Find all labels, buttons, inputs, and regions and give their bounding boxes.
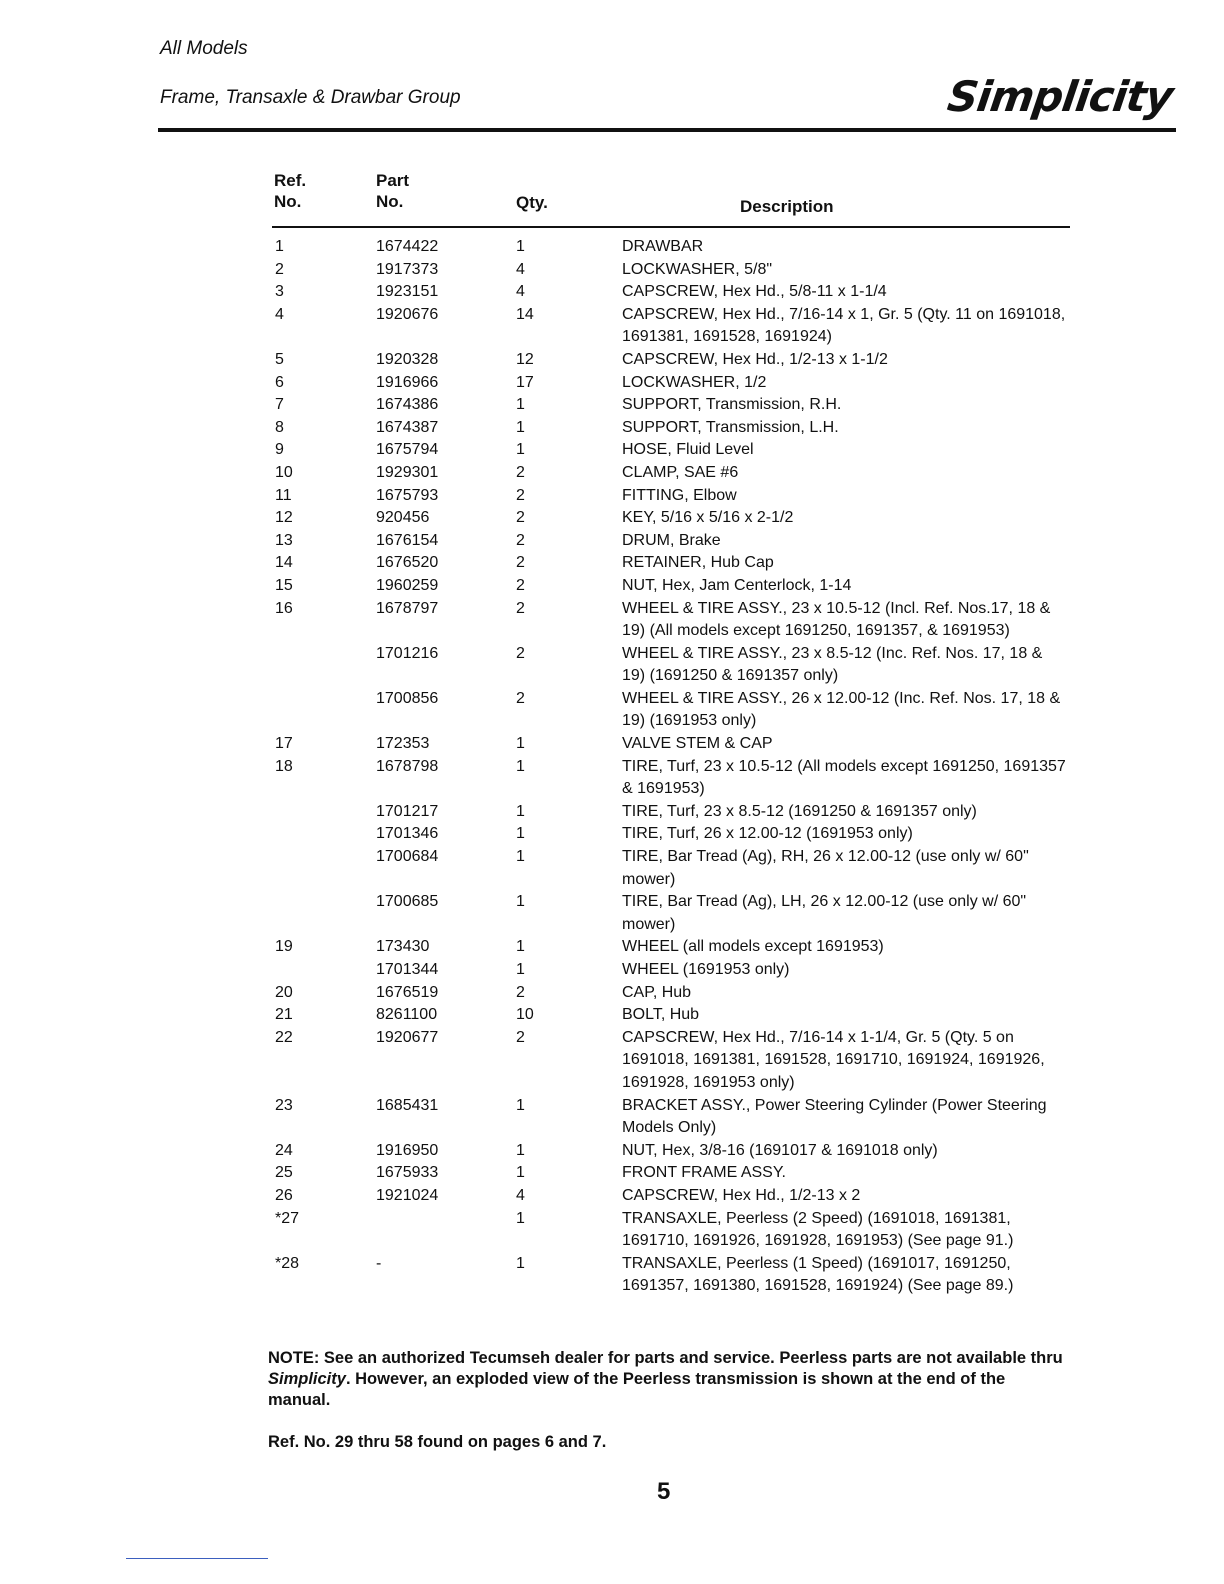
cell-part-no: 1701346 <box>376 825 439 843</box>
cell-part-no: 1675933 <box>376 1164 439 1182</box>
cell-description: NUT, Hex, 3/8-16 (1691017 & 1691018 only) <box>622 1141 938 1159</box>
cell-description: CAPSCREW, Hex Hd., 7/16-14 x 1, Gr. 5 (Qty. 11 on 1691018, 1691381, 1691528, 1691924) <box>622 305 1066 346</box>
header-models: All Models <box>160 38 248 59</box>
cell-description: BOLT, Hub <box>622 1006 700 1024</box>
cell-part-no: 1674387 <box>376 418 439 436</box>
table-row <box>0 959 1224 982</box>
cell-ref: *27 <box>275 1209 300 1227</box>
cell-part-no: 1701344 <box>376 961 439 978</box>
cell-part-no: 1676154 <box>376 531 439 549</box>
table-row <box>0 823 1224 846</box>
cell-ref: 25 <box>275 1164 293 1182</box>
cell-qty: 2 <box>516 554 525 572</box>
cell-description: WHEEL (1691953 only) <box>622 961 790 978</box>
cell-qty: 1 <box>516 802 525 820</box>
cell-description: FITTING, Elbow <box>622 486 737 504</box>
cell-part-no: 1916966 <box>376 373 439 391</box>
cell-qty: 2 <box>516 983 525 1001</box>
cell-part-no: 1676520 <box>376 554 439 572</box>
cell-part-no: 1920677 <box>376 1028 439 1046</box>
cell-description: TIRE, Turf, 23 x 10.5-12 (All models except 1691250, 1691357 & 1691953) <box>622 757 1066 798</box>
cell-description: CLAMP, SAE #6 <box>622 463 739 481</box>
cell-description: SUPPORT, Transmission, R.H. <box>622 396 842 414</box>
col-part-header <box>376 170 409 212</box>
cell-ref: 13 <box>275 531 293 549</box>
cell-description: WHEEL & TIRE ASSY., 23 x 8.5-12 (Inc. Ref. Nos. 17, 18 & 19) (1691250 & 1691357 only) <box>622 644 1043 685</box>
cell-description: RETAINER, Hub Cap <box>622 554 774 572</box>
cell-description: LOCKWASHER, 5/8" <box>622 260 773 278</box>
cell-description: KEY, 5/16 x 5/16 x 2-1/2 <box>622 509 794 527</box>
table-row <box>0 846 1224 891</box>
cell-part-no: 1675794 <box>376 441 439 459</box>
cell-ref: 8 <box>275 418 284 436</box>
cell-part-no: 1923151 <box>376 283 439 301</box>
cell-ref: 18 <box>275 757 293 775</box>
cell-qty: 2 <box>516 486 525 504</box>
cell-description: HOSE, Fluid Level <box>622 441 754 459</box>
cell-qty: 17 <box>516 373 534 391</box>
cell-qty: 4 <box>516 283 525 301</box>
cell-qty: 10 <box>516 1006 534 1024</box>
cell-qty: 1 <box>516 848 525 866</box>
col-ref-line2: No. <box>274 192 302 211</box>
cell-description: CAPSCREW, Hex Hd., 7/16-14 x 1-1/4, Gr. 5 (Qty. 5 on 1691018, 1691381, 1691528, 1691710, 1691924, 1691926, 1691928, 1691953 only) <box>622 1028 1045 1091</box>
cell-qty: 1 <box>516 1141 525 1159</box>
cell-description: WHEEL & TIRE ASSY., 26 x 12.00-12 (Inc. Ref. Nos. 17, 18 & 19) (1691953 only) <box>622 689 1061 730</box>
cell-qty: 1 <box>516 1096 525 1114</box>
cell-part-no: 920456 <box>376 509 430 527</box>
cell-qty: 1 <box>516 893 525 911</box>
cell-qty: 12 <box>516 350 534 368</box>
cell-ref: 12 <box>275 509 293 527</box>
cell-description: SUPPORT, Transmission, L.H. <box>622 418 839 436</box>
note-brand: Simplicity <box>268 1370 346 1388</box>
cell-qty: 14 <box>516 305 534 323</box>
table-row <box>0 688 1224 733</box>
cell-qty: 1 <box>516 441 525 459</box>
cell-ref: 9 <box>275 441 284 459</box>
cell-part-no: 1678798 <box>376 757 439 775</box>
table-row <box>0 891 1224 936</box>
cell-description: CAPSCREW, Hex Hd., 1/2-13 x 2 <box>622 1186 861 1204</box>
cell-description: BRACKET ASSY., Power Steering Cylinder (Power Steering Models Only) <box>622 1096 1047 1137</box>
col-ref-line1: Ref. <box>274 171 307 190</box>
cell-ref: 3 <box>275 283 284 301</box>
table-row <box>0 1208 1224 1253</box>
cell-description: TIRE, Turf, 23 x 8.5-12 (1691250 & 1691357 only) <box>622 802 977 820</box>
cell-ref: 16 <box>275 599 293 617</box>
page-number: 5 <box>657 1478 671 1505</box>
cell-part-no: 172353 <box>376 735 430 753</box>
cell-part-no: 1929301 <box>376 463 439 481</box>
table-row <box>0 394 1224 417</box>
cell-ref: 22 <box>275 1028 293 1046</box>
table-row <box>0 801 1224 824</box>
cell-qty: 1 <box>516 1209 525 1227</box>
table-row <box>0 1162 1224 1185</box>
cell-qty: 1 <box>516 418 525 436</box>
cell-qty: 4 <box>516 260 525 278</box>
cell-description: TIRE, Bar Tread (Ag), LH, 26 x 12.00-12 (use only w/ 60" mower) <box>622 893 1027 933</box>
cell-qty: 2 <box>516 689 525 707</box>
cell-part-no: 1920676 <box>376 305 439 323</box>
col-part-line2: No. <box>376 192 404 211</box>
table-row <box>0 1253 1224 1298</box>
cell-qty: 1 <box>516 238 525 255</box>
cell-qty: 1 <box>516 961 525 978</box>
cell-description: TRANSAXLE, Peerless (2 Speed) (1691018, 1691381, 1691710, 1691926, 1691928, 1691953) (See page 91.) <box>622 1209 1014 1250</box>
cell-qty: 1 <box>516 825 525 843</box>
cell-part-no: 1917373 <box>376 260 439 278</box>
cell-qty: 4 <box>516 1186 525 1204</box>
parts-table <box>0 236 1224 1298</box>
cell-part-no: - <box>376 1254 382 1272</box>
note-text-2: . However, an exploded view of the Peerless transmission is shown at the end of the manual. <box>268 1370 1006 1409</box>
cell-ref: 14 <box>275 554 293 572</box>
cell-part-no: 1674386 <box>376 396 439 414</box>
table-row <box>0 281 1224 304</box>
cell-part-no: 1678797 <box>376 599 439 617</box>
cell-ref: 10 <box>275 463 293 481</box>
header-rule <box>158 128 1176 132</box>
cell-ref: 2 <box>275 260 284 278</box>
ref-note: Ref. No. 29 thru 58 found on pages 6 and 7. <box>268 1433 607 1451</box>
cell-ref: *28 <box>275 1254 300 1272</box>
cell-description: CAPSCREW, Hex Hd., 1/2-13 x 1-1/2 <box>622 350 888 368</box>
cell-qty: 2 <box>516 576 525 594</box>
table-row <box>0 1095 1224 1140</box>
cell-qty: 1 <box>516 1164 525 1182</box>
table-row <box>0 1185 1224 1208</box>
table-row <box>0 936 1224 959</box>
cell-part-no: 1675793 <box>376 486 439 504</box>
cell-qty: 1 <box>516 396 525 414</box>
table-header <box>0 170 1224 220</box>
cell-description: VALVE STEM & CAP <box>622 735 773 753</box>
table-row <box>0 304 1224 349</box>
table-row <box>0 1140 1224 1163</box>
cell-qty: 1 <box>516 735 525 753</box>
cell-ref: 15 <box>275 576 293 594</box>
cell-ref: 19 <box>275 938 293 956</box>
cell-qty: 1 <box>516 1254 525 1272</box>
cell-qty: 2 <box>516 644 525 662</box>
table-row <box>0 756 1224 801</box>
cell-part-no: 1916950 <box>376 1141 439 1159</box>
table-row <box>0 485 1224 508</box>
cell-ref: 5 <box>275 350 284 368</box>
cell-part-no: 1700684 <box>376 848 439 866</box>
cell-description: DRAWBAR <box>622 238 704 255</box>
cell-ref: 7 <box>275 396 284 414</box>
cell-qty: 1 <box>516 938 525 956</box>
table-row <box>0 236 1224 259</box>
simplicity-logo: Simplicity <box>944 72 1176 121</box>
cell-qty: 2 <box>516 509 525 527</box>
cell-part-no: 1701216 <box>376 644 439 662</box>
header-group-title: Frame, Transaxle & Drawbar Group <box>160 87 461 108</box>
cell-qty: 2 <box>516 463 525 481</box>
cell-description: WHEEL & TIRE ASSY., 23 x 10.5-12 (Incl. Ref. Nos.17, 18 & 19) (All models except 1691250, 1691357, & 1691953) <box>622 599 1051 640</box>
cell-ref: 23 <box>275 1096 293 1114</box>
cell-description: DRUM, Brake <box>622 531 721 549</box>
note-text-1: NOTE: See an authorized Tecumseh dealer for parts and service. Peerless parts are not available thru <box>268 1349 1063 1367</box>
table-row <box>0 552 1224 575</box>
cell-ref: 21 <box>275 1006 293 1024</box>
table-row <box>0 1004 1224 1027</box>
cell-part-no: 1920328 <box>376 350 439 368</box>
table-row <box>0 349 1224 372</box>
table-row <box>0 733 1224 756</box>
cell-description: CAPSCREW, Hex Hd., 5/8-11 x 1-1/4 <box>622 283 887 301</box>
cell-ref: 4 <box>275 305 284 323</box>
col-part-line1: Part <box>376 171 410 190</box>
bottom-divider <box>126 1558 268 1559</box>
cell-part-no: 1921024 <box>376 1186 439 1204</box>
cell-ref: 24 <box>275 1141 293 1159</box>
cell-qty: 1 <box>516 757 525 775</box>
table-row <box>0 372 1224 395</box>
cell-qty: 2 <box>516 531 525 549</box>
cell-ref: 26 <box>275 1186 293 1204</box>
cell-part-no: 1685431 <box>376 1096 439 1114</box>
cell-ref: 17 <box>275 735 293 753</box>
cell-qty: 2 <box>516 1028 525 1046</box>
table-row <box>0 575 1224 598</box>
table-row <box>0 462 1224 485</box>
cell-description: FRONT FRAME ASSY. <box>622 1164 786 1182</box>
table-row <box>0 643 1224 688</box>
cell-part-no: 8261100 <box>376 1006 438 1024</box>
table-row <box>0 259 1224 282</box>
cell-ref: 6 <box>275 373 284 391</box>
cell-description: TIRE, Turf, 26 x 12.00-12 (1691953 only) <box>622 825 913 843</box>
cell-qty: 2 <box>516 599 525 617</box>
table-header-rule <box>272 226 1070 228</box>
table-row <box>0 1027 1224 1095</box>
cell-ref: 20 <box>275 983 293 1001</box>
cell-part-no: 173430 <box>376 938 430 956</box>
col-ref-header <box>274 170 306 212</box>
cell-description: NUT, Hex, Jam Centerlock, 1-14 <box>622 576 852 594</box>
cell-part-no: 1700856 <box>376 689 439 707</box>
cell-description: LOCKWASHER, 1/2 <box>622 373 767 391</box>
cell-description: TRANSAXLE, Peerless (1 Speed) (1691017, 1691250, 1691357, 1691380, 1691528, 1691924) (See page 89.) <box>622 1254 1014 1295</box>
cell-description: TIRE, Bar Tread (Ag), RH, 26 x 12.00-12 (use only w/ 60" mower) <box>622 848 1029 888</box>
table-row <box>0 530 1224 553</box>
table-row <box>0 982 1224 1005</box>
cell-part-no: 1960259 <box>376 576 439 594</box>
cell-ref: 1 <box>275 238 284 255</box>
col-description-header: Description <box>740 197 834 216</box>
table-row <box>0 417 1224 440</box>
cell-part-no: 1674422 <box>376 238 439 255</box>
cell-description: CAP, Hub <box>622 983 692 1001</box>
cell-part-no: 1676519 <box>376 983 439 1001</box>
table-row <box>0 598 1224 643</box>
cell-description: WHEEL (all models except 1691953) <box>622 938 884 956</box>
cell-part-no: 1701217 <box>376 802 439 820</box>
table-row <box>0 507 1224 530</box>
cell-ref: 11 <box>275 486 292 504</box>
cell-part-no: 1700685 <box>376 893 439 911</box>
note-paragraph <box>268 1348 1068 1411</box>
table-row <box>0 439 1224 462</box>
col-qty-header: Qty. <box>516 193 548 212</box>
